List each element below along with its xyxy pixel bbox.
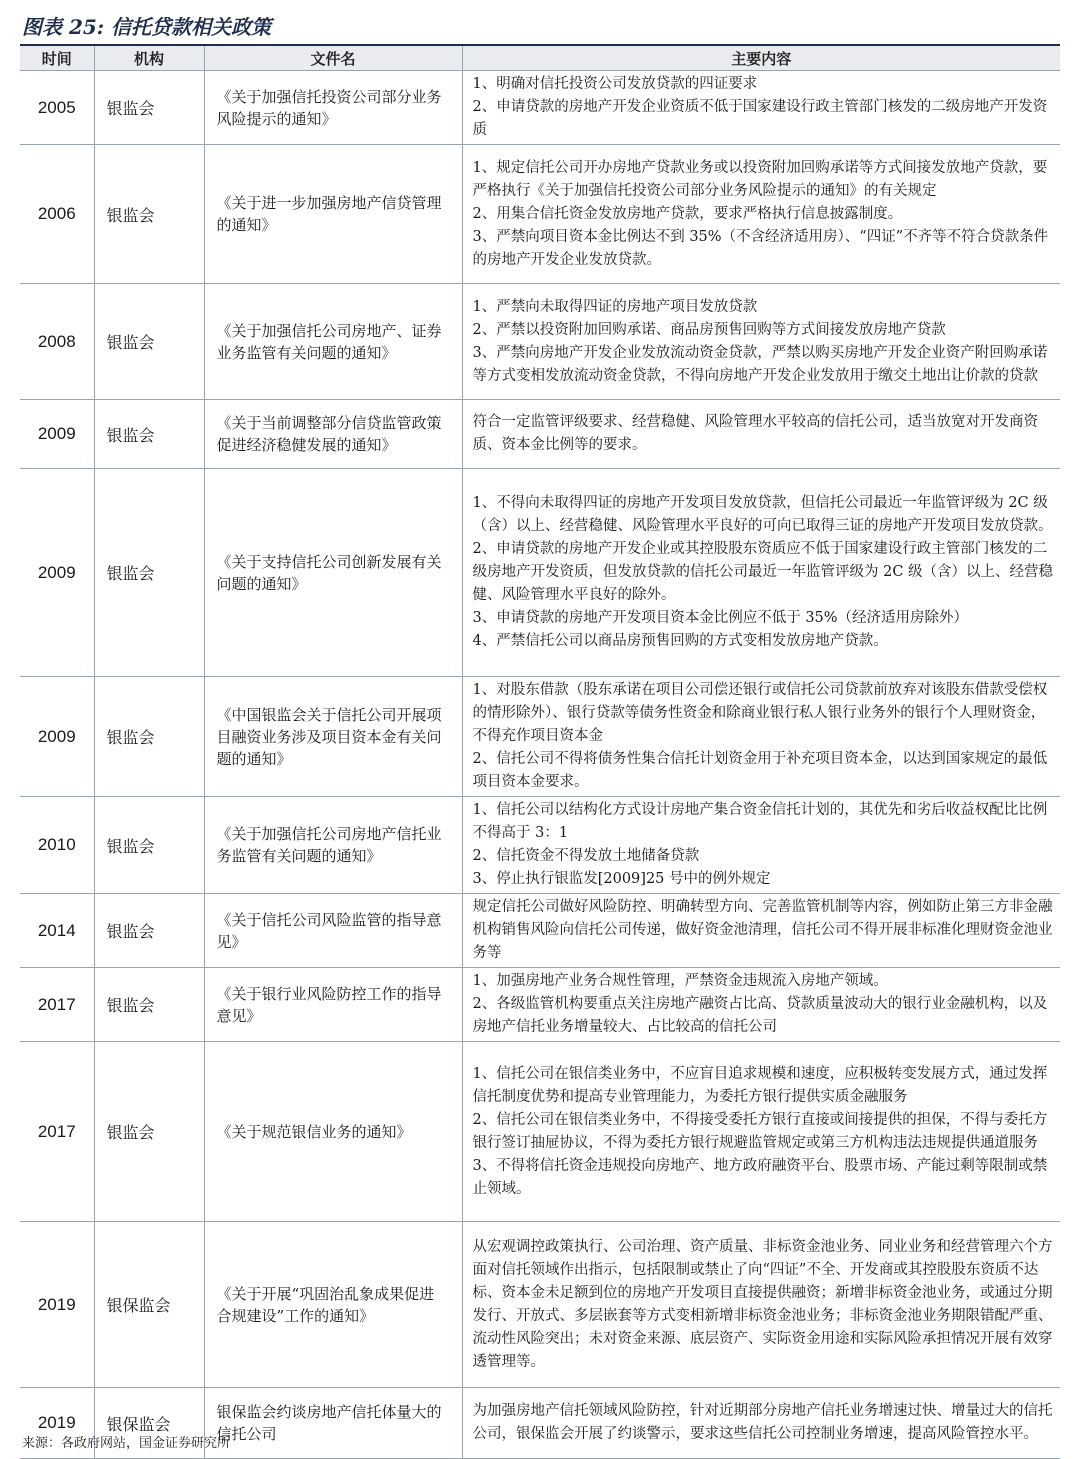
row-doc-name: 《关于银行业风险防控工作的指导意见》 — [204, 968, 462, 1042]
content-paragraph: 为加强房地产信托领域风险防控，针对近期部分房地产信托业务增速过快、增量过大的信托公司，银保监会开展了约谈警示，要求这些信托公司控制业务增速，提高风险管控水平。 — [472, 1403, 1053, 1442]
row-doc-name: 银保监会约谈房地产信托体量大的信托公司 — [204, 1388, 462, 1459]
header-doc: 文件名 — [204, 46, 462, 71]
header-org: 机构 — [94, 46, 204, 71]
row-content — [462, 1222, 1060, 1388]
table-row — [20, 968, 1060, 1042]
content-paragraph: 2、各级监管机构要重点关注房地产融资占比高、贷款质量波动大的银行业金融机构，以及房地产信托业务增量较大、占比较高的信托公司 — [472, 996, 1048, 1035]
table-row — [20, 1042, 1060, 1222]
row-doc-name: 《关于开展“巩固治乱象成果促进合规建设”工作的通知》 — [204, 1222, 462, 1388]
figure-title: 图表 25: 信托贷款相关政策 — [22, 15, 272, 39]
row-org: 银监会 — [94, 677, 204, 797]
content-paragraph: 2、信托资金不得发放土地储备贷款 — [472, 848, 700, 864]
row-org: 银保监会 — [94, 1222, 204, 1388]
row-org: 银监会 — [94, 71, 204, 145]
content-paragraph: 1、信托公司在银信类业务中，不应盲目追求规模和速度，应积极转变发展方式，通过发挥信托制度优势和提高专业管理能力，为委托方银行提供实质金融服务 — [472, 1065, 1048, 1105]
source-note: 来源：各政府网站，国金证券研究所 — [22, 1436, 231, 1451]
content-paragraph: 符合一定监管评级要求、经营稳健、风险管理水平较高的信托公司，适当放宽对开发商资质、资本金比例等的要求。 — [472, 414, 1038, 453]
content-paragraph: 规定信托公司做好风险防控、明确转型方向、完善监管机制等内容，例如防止第三方非金融机构销售风险向信托公司传递，做好资金池清理，信托公司不得开展非标准化理财资金池业务等 — [472, 899, 1053, 961]
row-year: 2017 — [20, 968, 94, 1042]
content-paragraph: 2、申请贷款的房地产开发企业或其控股股东资质应不低于国家建设行政主管部门核发的二级房地产开发资质，但发放贷款的信托公司最近一年监管评级为 2C 级（含）以上、经营稳健、风险管理水平良好的除外。 — [472, 541, 1054, 603]
content-paragraph: 4、严禁信托公司以商品房预售回购的方式变相发放房地产贷款。 — [472, 633, 888, 649]
table-row — [20, 400, 1060, 469]
row-doc-name: 《关于支持信托公司创新发展有关问题的通知》 — [204, 469, 462, 677]
content-paragraph: 1、加强房地产业务合规性管理，严禁资金违规流入房地产领域。 — [472, 973, 888, 989]
content-paragraph: 1、明确对信托投资公司发放贷款的四证要求 — [472, 76, 758, 92]
row-year: 2019 — [20, 1222, 94, 1388]
content-paragraph: 1、信托公司以结构化方式设计房地产集合资金信托计划的，其优先和劣后收益权配比比例不得高于 3：1 — [472, 802, 1048, 841]
row-year: 2008 — [20, 284, 94, 400]
row-year: 2019 — [20, 1388, 94, 1459]
row-year: 2006 — [20, 145, 94, 284]
content-paragraph: 3、严禁向项目资本金比例达不到 35%（不含经济适用房）、“四证”不齐等不符合贷款条件的房地产开发企业发放贷款。 — [472, 228, 1049, 268]
row-doc-name: 《中国银监会关于信托公司开展项目融资业务涉及项目资本金有关问题的通知》 — [204, 677, 462, 797]
header-row — [20, 46, 1060, 71]
row-org: 银保监会 — [94, 1388, 204, 1459]
content-paragraph: 3、停止执行银监发[2009]25 号中的例外规定 — [472, 871, 771, 887]
content-paragraph: 3、不得将信托资金违规投向房地产、地方政府融资平台、股票市场、产能过剩等限制或禁止领域。 — [472, 1157, 1048, 1197]
row-org: 银监会 — [94, 400, 204, 469]
row-content — [462, 469, 1060, 677]
row-year: 2010 — [20, 797, 94, 894]
row-year: 2005 — [20, 71, 94, 145]
row-org: 银监会 — [94, 968, 204, 1042]
table-row — [20, 145, 1060, 284]
row-content — [462, 1042, 1060, 1222]
content-paragraph: 1、严禁向未取得四证的房地产项目发放贷款 — [472, 298, 758, 315]
header-time: 时间 — [20, 46, 94, 71]
table-row — [20, 71, 1060, 145]
row-doc-name: 《关于当前调整部分信贷监管政策促进经济稳健发展的通知》 — [204, 400, 462, 469]
row-year: 2014 — [20, 894, 94, 968]
row-org: 银监会 — [94, 469, 204, 677]
content-paragraph: 3、严禁向房地产开发企业发放流动资金贷款，严禁以购买房地产开发企业资产附回购承诺等方式变相发放流动资金贷款，不得向房地产开发企业发放用于缴交土地出让价款的贷款 — [472, 344, 1048, 384]
row-doc-name: 《关于信托公司风险监管的指导意见》 — [204, 894, 462, 968]
table-row — [20, 469, 1060, 677]
row-content — [462, 400, 1060, 469]
row-content — [462, 797, 1060, 894]
header-content: 主要内容 — [462, 46, 1060, 71]
row-org: 银监会 — [94, 797, 204, 894]
content-paragraph: 3、申请贷款的房地产开发项目资本金比例应不低于 35%（经济适用房除外） — [472, 610, 969, 626]
content-paragraph: 1、规定信托公司开办房地产贷款业务或以投资附加回购承诺等方式间接发放地产贷款，要严格执行《关于加强信托投资公司部分业务风险提示的通知》的有关规定 — [472, 159, 1048, 199]
table-row — [20, 894, 1060, 968]
content-paragraph: 2、申请贷款的房地产开发企业资质不低于国家建设行政主管部门核发的二级房地产开发资质 — [472, 99, 1048, 138]
content-paragraph: 1、不得向未取得四证的房地产开发项目发放贷款，但信托公司最近一年监管评级为 2C 级（含）以上、经营稳健、风险管理水平良好的可向已取得三证的房地产开发项目发放贷款。 — [472, 495, 1053, 534]
row-doc-name: 《关于加强信托公司房地产信托业务监管有关问题的通知》 — [204, 797, 462, 894]
content-paragraph: 2、用集合信托资金发放房地产贷款，要求严格执行信息披露制度。 — [472, 205, 903, 222]
row-content — [462, 145, 1060, 284]
row-year: 2009 — [20, 469, 94, 677]
content-paragraph: 2、信托公司不得将债务性集合信托计划资金用于补充项目资本金，以达到国家规定的最低项目资本金要求。 — [472, 751, 1048, 790]
content-paragraph: 从宏观调控政策执行、公司治理、资产质量、非标资金池业务、同业业务和经营管理六个方面对信托领域作出指示，包括限制或禁止了向“四证”不全、开发商或其控股股东资质不达标、资本金未足额到位的房地产开发项目直接提供融资；新增非标资金池业务，或通过分期发行、开放式、多层嵌套等方式变相新增非标资金池业务；非标资金池业务期限错配严重、流动性风险突出；未对资金来源、底层资产、实际资金用途和实际风险承担情况开展有效穿透管理等。 — [472, 1238, 1053, 1370]
table-row — [20, 677, 1060, 797]
content-paragraph: 2、严禁以投资附加回购承诺、商品房预售回购等方式间接发放房地产贷款 — [472, 321, 946, 338]
row-content — [462, 968, 1060, 1042]
row-content — [462, 71, 1060, 145]
content-paragraph: 1、对股东借款（股东承诺在项目公司偿还银行或信托公司贷款前放弃对该股东借款受偿权的情形除外）、银行贷款等债务性资金和除商业银行私人银行业务外的银行个人理财资金，不得充作项目资本金 — [472, 682, 1048, 744]
row-content — [462, 677, 1060, 797]
row-org: 银监会 — [94, 1042, 204, 1222]
row-doc-name: 《关于加强信托公司房地产、证券业务监管有关问题的通知》 — [204, 284, 462, 400]
row-doc-name: 《关于规范银信业务的通知》 — [204, 1042, 462, 1222]
row-doc-name: 《关于进一步加强房地产信贷管理的通知》 — [204, 145, 462, 284]
row-content — [462, 284, 1060, 400]
row-content — [462, 1388, 1060, 1459]
row-org: 银监会 — [94, 894, 204, 968]
table-row — [20, 797, 1060, 894]
row-year: 2017 — [20, 1042, 94, 1222]
row-org: 银监会 — [94, 284, 204, 400]
row-year: 2009 — [20, 400, 94, 469]
content-paragraph: 2、信托公司在银信类业务中，不得接受委托方银行直接或间接提供的担保，不得与委托方银行签订抽屉协议，不得为委托方银行规避监管规定或第三方机构违法违规提供通道服务 — [472, 1111, 1048, 1151]
policy-table — [20, 46, 1060, 1459]
table-row — [20, 1222, 1060, 1388]
row-org: 银监会 — [94, 145, 204, 284]
table-row — [20, 284, 1060, 400]
row-doc-name: 《关于加强信托投资公司部分业务风险提示的通知》 — [204, 71, 462, 145]
row-year: 2009 — [20, 677, 94, 797]
row-content — [462, 894, 1060, 968]
